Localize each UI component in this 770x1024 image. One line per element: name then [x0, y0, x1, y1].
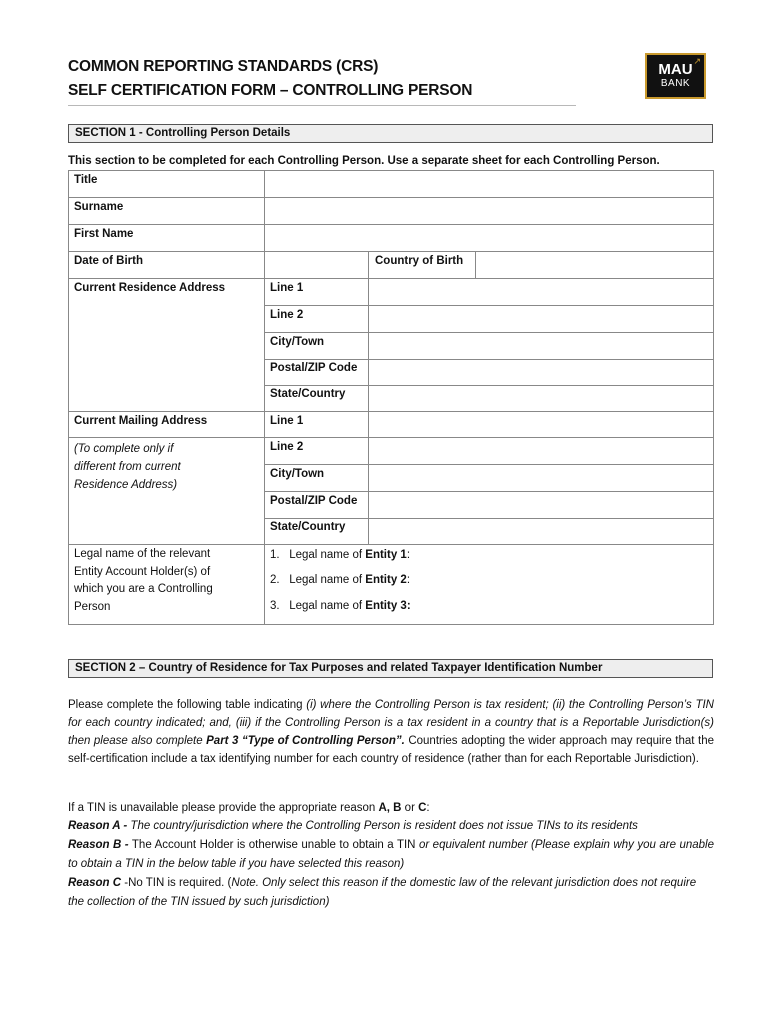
title-divider: [68, 105, 576, 106]
residence-state-input[interactable]: [368, 385, 714, 412]
mailing-note: [74, 440, 181, 494]
surname-input[interactable]: [264, 197, 714, 225]
entity-3-bold: Entity 3:: [365, 600, 411, 612]
section-2-heading: SECTION 2 – Country of Residence for Tax Purposes and related Taxpayer Identification Number: [68, 659, 713, 678]
entity-2-number: 2.: [270, 574, 280, 586]
entity-1-suffix: :: [406, 549, 411, 561]
residence-address-label-cell: [68, 278, 265, 412]
title-label-cell: [68, 170, 265, 198]
residence-line2-label: Line 2: [270, 309, 304, 321]
residence-city-input[interactable]: [368, 332, 714, 360]
legal-name-label: [74, 546, 213, 616]
country-of-birth-input[interactable]: [475, 251, 714, 279]
legal-entity-1-input[interactable]: [270, 547, 410, 565]
reason-c: [68, 874, 714, 912]
reason-b: [68, 836, 714, 874]
reason-c-label: Reason C: [68, 877, 122, 889]
entity-2-prefix: Legal name of: [289, 574, 366, 586]
tin-note-e: :: [426, 802, 430, 814]
legal-entity-2-input[interactable]: [270, 572, 410, 590]
mailing-state-label: State/Country: [270, 521, 346, 533]
mailing-address-label: Current Mailing Address: [74, 415, 208, 427]
entity-2-bold: Entity 2: [365, 574, 407, 586]
section-1-intro: This section to be completed for each Controlling Person. Use a separate sheet for each Controlling Person.: [68, 155, 660, 167]
residence-line1-input[interactable]: [368, 278, 714, 306]
mau-bank-logo: [645, 53, 706, 99]
residence-line1-label: Line 1: [270, 282, 304, 294]
title-label: Title: [74, 174, 98, 186]
first-name-input[interactable]: [264, 224, 714, 252]
section-1-heading: SECTION 1 - Controlling Person Details: [68, 124, 713, 143]
mailing-postal-input[interactable]: [368, 491, 714, 519]
entity-1-prefix: Legal name of: [289, 549, 366, 561]
reason-b-text-2: or equivalent number (Please explain why you are unable to obtain a TIN in the below table if you have selected this reason): [68, 839, 714, 870]
residence-line2-input[interactable]: [368, 305, 714, 333]
entity-2-suffix: :: [406, 574, 411, 586]
tin-note-c: or: [401, 802, 419, 814]
reason-b-text-1: The Account Holder is otherwise unable to obtain a TIN: [128, 839, 419, 851]
dob-input[interactable]: [264, 251, 369, 279]
form-title: [68, 55, 588, 103]
form-title-line-2: SELF CERTIFICATION FORM – CONTROLLING PERSON: [68, 82, 473, 99]
surname-label: Surname: [74, 201, 124, 213]
first-name-label: First Name: [74, 228, 134, 240]
dob-label: Date of Birth: [74, 255, 143, 267]
tin-note-d: C: [418, 802, 427, 814]
legal-name-label-line-1: Legal name of the relevant: [74, 548, 211, 560]
mailing-line1-label: Line 1: [270, 415, 304, 427]
section-2-instructions: [68, 696, 714, 768]
legal-name-label-line-4: Person: [74, 600, 111, 613]
entity-1-bold: Entity 1: [365, 549, 407, 561]
mailing-line2-input[interactable]: [368, 437, 714, 465]
entity-1-number: 1.: [270, 549, 280, 561]
instructions-part-a: Please complete the following table indicating: [68, 699, 307, 711]
logo-arrow-icon: ↗: [693, 56, 701, 66]
mailing-state-input[interactable]: [368, 518, 714, 545]
reason-a-label: Reason A -: [68, 820, 128, 832]
instructions-part-d: Countries adopting the wider approach may require that the self-certification include a tax identifying number for each country of residence (rather than for each Reportable Jurisdiction).: [68, 735, 714, 765]
legal-name-label-line-2: Entity Account Holder(s) of: [74, 565, 211, 578]
country-of-birth-label: Country of Birth: [375, 255, 464, 267]
entity-3-number: 3.: [270, 600, 280, 612]
residence-postal-label: Postal/ZIP Code: [270, 362, 358, 374]
reason-a: [68, 817, 714, 836]
mailing-note-line-2: different from current: [74, 461, 181, 473]
title-input[interactable]: [264, 170, 714, 198]
form-title-line-1: COMMON REPORTING STANDARDS (CRS): [68, 58, 379, 75]
legal-name-label-line-3: which you are a Controlling: [74, 583, 213, 595]
reason-c-text-2: Note. Only select this reason if the domestic law of the relevant jurisdiction does not require the collection of the TIN issued by such jurisdiction): [68, 877, 697, 908]
instructions-part-b: (i) where the Controlling Person is tax resident; (ii) the Controlling Person’s TIN for each country indicated; and, (iii) if the Controlling Person is a tax resident in a country that is a Reportable Jurisdiction(s) then please also complete: [68, 699, 714, 747]
tin-note-a: If a TIN is unavailable please provide the appropriate reason: [68, 802, 379, 814]
tin-unavailable-note: [68, 799, 714, 818]
logo-text-top: MAU: [658, 61, 693, 78]
entity-3-prefix: Legal name of: [289, 600, 366, 612]
residence-postal-input[interactable]: [368, 359, 714, 386]
tin-note-b: A, B: [378, 802, 402, 814]
legal-entity-3-input[interactable]: [270, 598, 411, 616]
residence-city-label: City/Town: [270, 336, 325, 348]
reason-a-text: The country/jurisdiction where the Controlling Person is resident does not issue TINs to its residents: [127, 820, 638, 832]
mailing-postal-label: Postal/ZIP Code: [270, 495, 358, 507]
mailing-line2-label: Line 2: [270, 441, 304, 453]
mailing-line1-input[interactable]: [368, 411, 714, 438]
mailing-city-input[interactable]: [368, 464, 714, 492]
instructions-part-c: Part 3 “Type of Controlling Person”.: [206, 735, 405, 747]
mailing-note-line-3: Residence Address): [74, 479, 178, 491]
mailing-city-label: City/Town: [270, 468, 325, 480]
reason-b-label: Reason B -: [68, 839, 129, 851]
logo-text-bottom: BANK: [660, 78, 691, 89]
mailing-note-line-1: (To complete only if: [74, 443, 174, 455]
residence-state-label: State/Country: [270, 388, 346, 400]
reason-c-text-1: -No TIN is required. (: [121, 877, 232, 889]
residence-address-label: Current Residence Address: [74, 282, 226, 294]
